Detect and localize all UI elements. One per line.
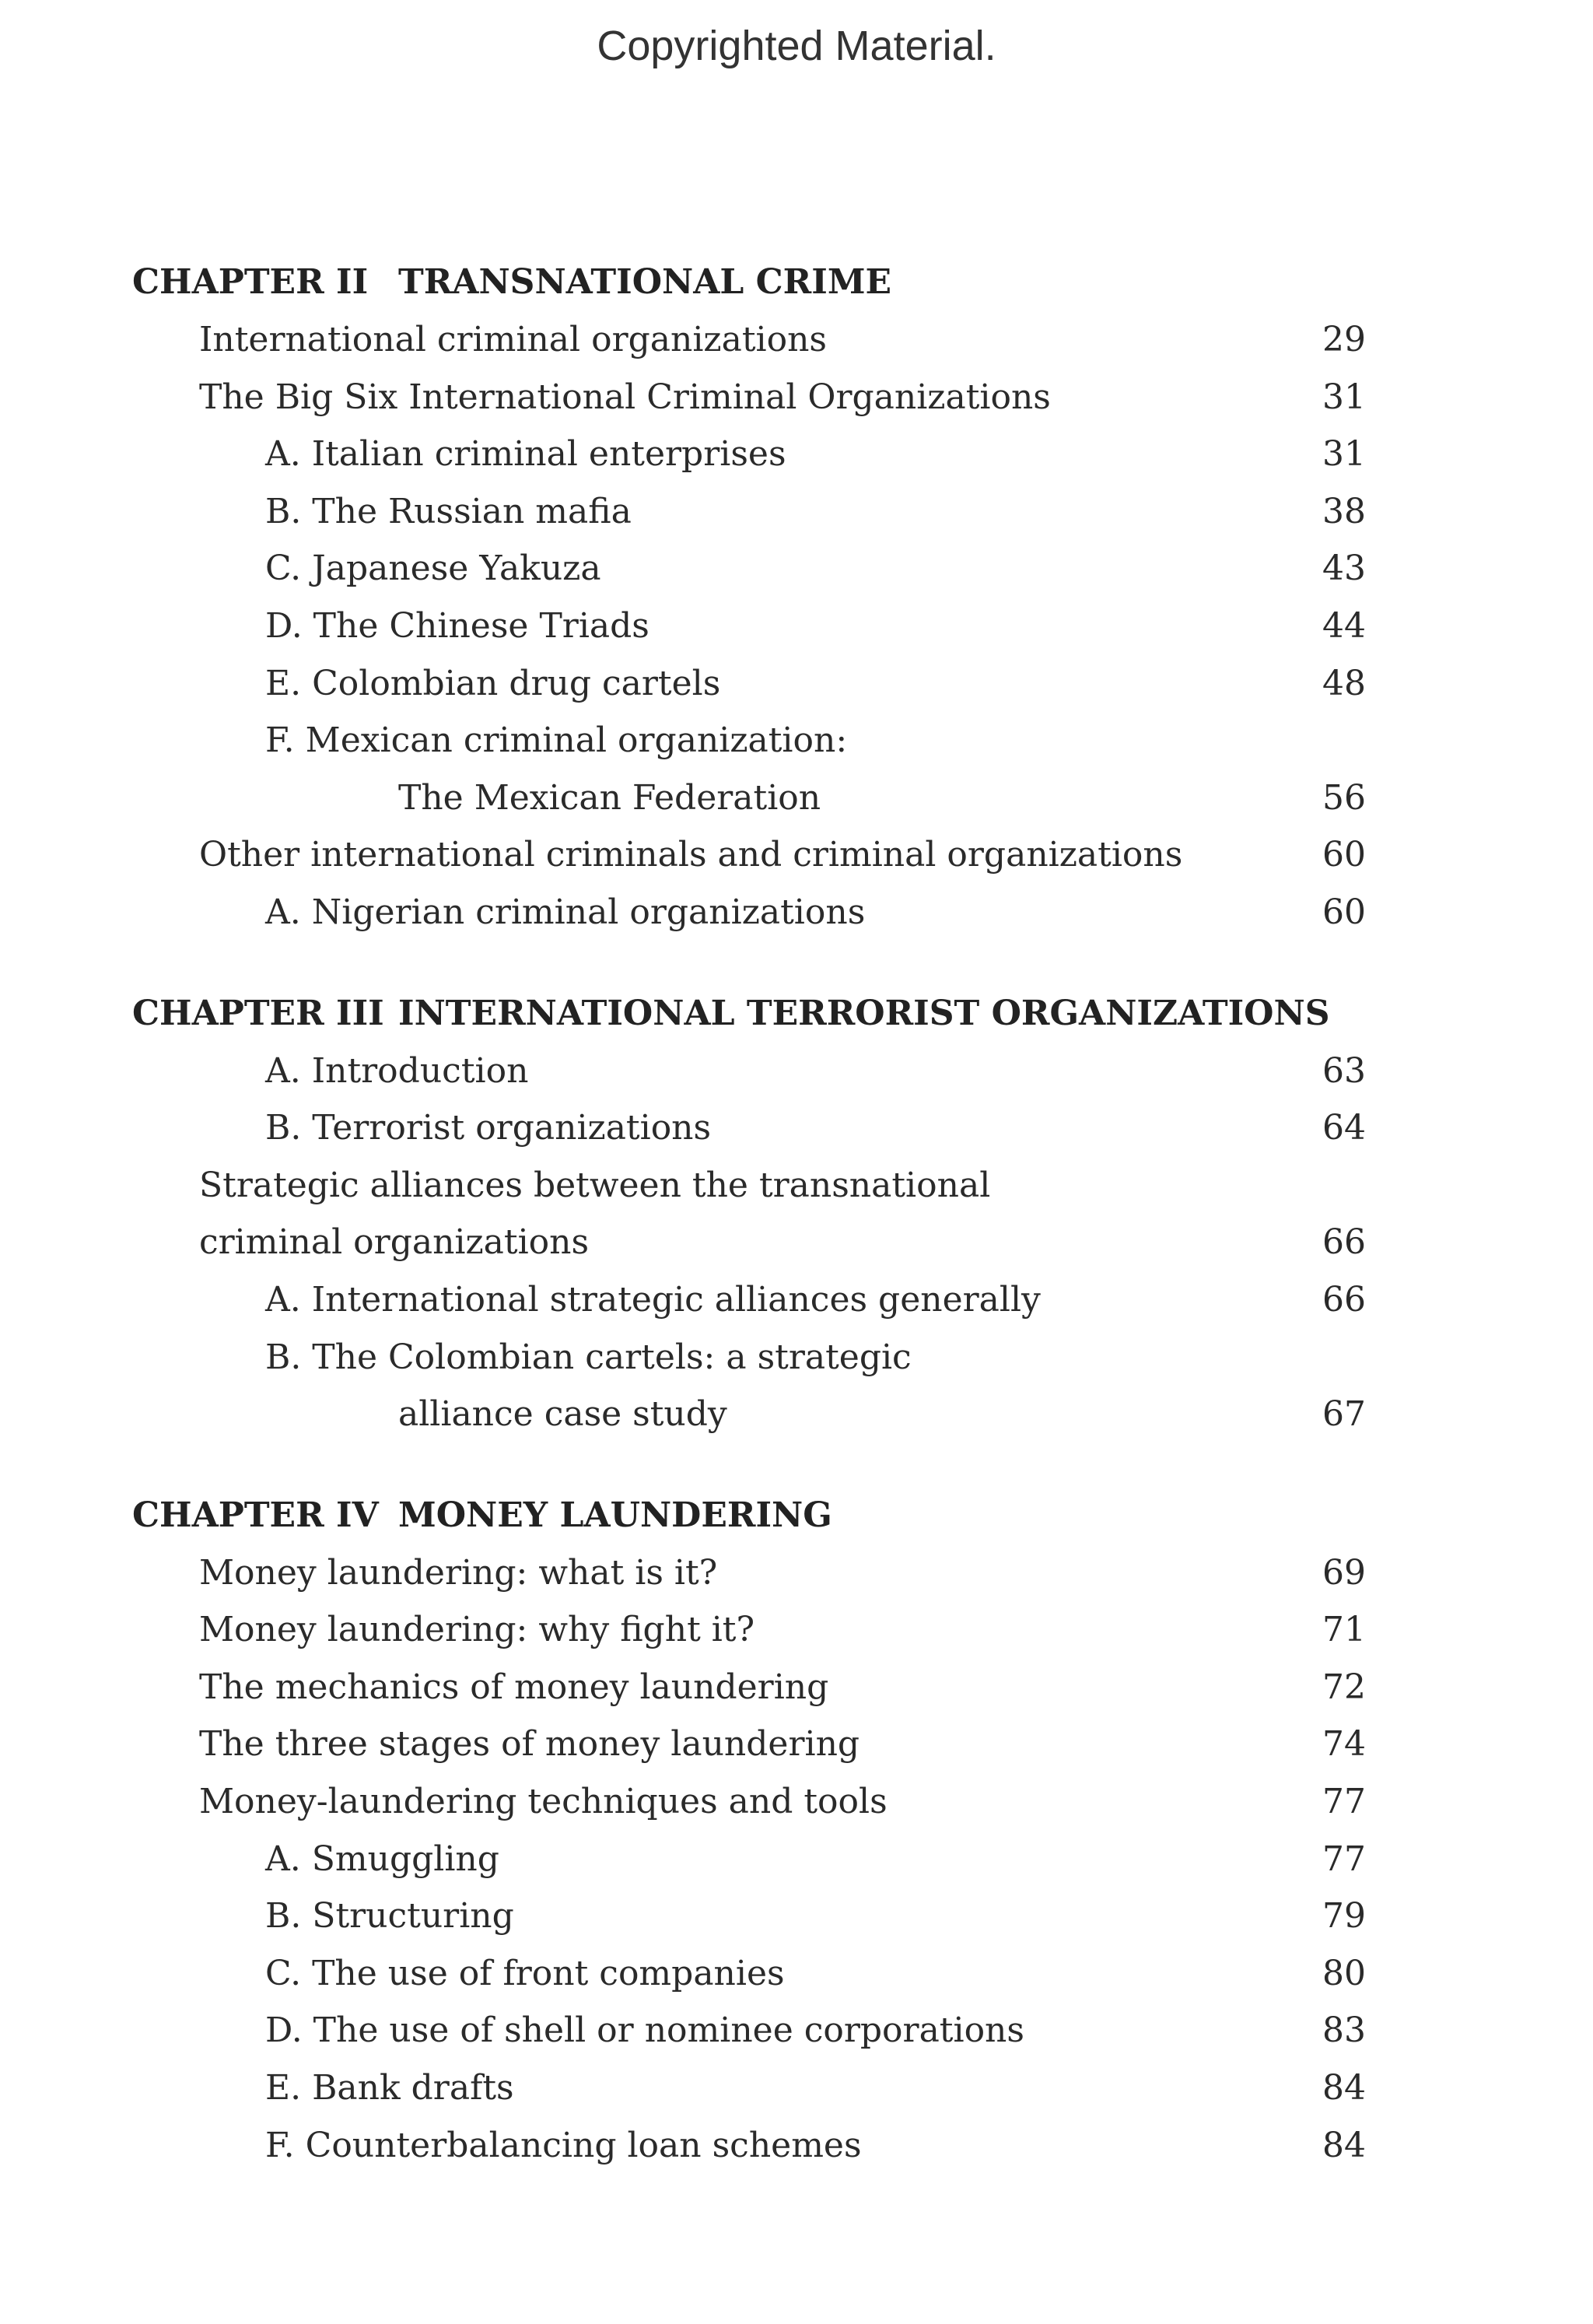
toc-page-number: 63 [1322,1050,1366,1091]
toc-entry-text: The mechanics of money laundering [199,1667,829,1707]
toc-page-number: 80 [1322,1953,1366,1993]
toc-entry [0,1099,1593,1157]
toc-entry [0,1601,1593,1659]
toc-page-number: 31 [1322,377,1366,417]
toc-entry [0,1043,1593,1100]
toc-page-number: 79 [1322,1896,1366,1937]
chapter-heading [0,254,1593,311]
chapter-section [0,1487,1593,2175]
toc-entry [0,2059,1593,2117]
chapter-section [0,254,1593,941]
toc-page-number: 74 [1322,1724,1366,1765]
toc-entry-text: A. Introduction [265,1050,529,1091]
toc-entry-text: The three stages of money laundering [199,1724,860,1765]
toc-entry [0,598,1593,655]
toc-entry [0,2117,1593,2175]
toc-entry-text: E. Colombian drug cartels [265,663,721,703]
toc-entry-text: B. Structuring [265,1896,514,1937]
toc-entry [0,712,1593,769]
toc-entry-text: A. Smuggling [265,1839,499,1879]
chapter-heading [0,985,1593,1043]
toc-entry [0,884,1593,941]
toc-entry [0,826,1593,884]
toc-entry [0,1945,1593,2003]
toc-entry-text: D. The Chinese Triads [265,605,649,646]
toc-entry [0,1659,1593,1716]
toc-page-number: 48 [1322,663,1366,703]
toc-page-number: 72 [1322,1667,1366,1707]
toc-entry [0,426,1593,483]
chapter-number: CHAPTER IV [132,1495,379,1535]
toc-page-number: 84 [1322,2068,1366,2108]
toc-page-number: 56 [1322,777,1366,818]
toc-entry [0,1831,1593,1888]
toc-entry-text: Other international criminals and criminal organizations [199,835,1183,875]
toc-page-number: 43 [1322,549,1366,589]
toc-page-number: 67 [1322,1394,1366,1435]
toc-page-number: 64 [1322,1108,1366,1148]
toc-entry-text: B. Terrorist organizations [265,1108,712,1148]
toc-entry-text: C. Japanese Yakuza [265,549,601,589]
toc-entry [0,2002,1593,2059]
toc-entry [0,483,1593,541]
copyright-banner: Copyrighted Material. [597,23,996,69]
toc-entry [0,1773,1593,1831]
toc-entry [0,655,1593,713]
chapter-heading [0,1487,1593,1544]
toc-entry [0,311,1593,369]
chapter-number: CHAPTER II [132,262,369,302]
toc-page-number: 84 [1322,2125,1366,2165]
toc-entry-text: F. Mexican criminal organization: [265,720,848,761]
toc-entry [0,1157,1593,1215]
toc-page-number: 69 [1322,1552,1366,1593]
toc-entry-text: F. Counterbalancing loan schemes [265,2125,862,2165]
toc-entry [0,1888,1593,1945]
toc-entry [0,1329,1593,1386]
toc-page-number: 60 [1322,835,1366,875]
toc-entry-text: C. The use of front companies [265,1953,785,1993]
toc-entry [0,1214,1593,1271]
toc-entry-text: D. The use of shell or nominee corporations [265,2010,1024,2051]
toc-entry-text: E. Bank drafts [265,2068,514,2108]
toc-entry [0,540,1593,598]
toc-page-number: 66 [1322,1279,1366,1320]
chapter-title: TRANSNATIONAL CRIME [398,262,892,302]
toc-page-number: 38 [1322,491,1366,531]
toc-page-number: 66 [1322,1222,1366,1263]
toc-entry-text: International criminal organizations [199,320,827,359]
toc-entry-text: Strategic alliances between the transnational [199,1165,991,1205]
toc-page-number: 77 [1322,1839,1366,1879]
toc-page-number: 44 [1322,605,1366,646]
toc-entry [0,1271,1593,1329]
toc-entry-text: B. The Russian mafia [265,491,632,531]
chapter-section [0,985,1593,1443]
toc-page-number: 71 [1322,1610,1366,1650]
toc-entry-text: alliance case study [398,1394,727,1435]
toc-entry-text: A. Nigerian criminal organizations [265,892,866,932]
toc-entry-text: The Mexican Federation [398,777,821,818]
toc-entry-text: The Big Six International Criminal Organizations [199,377,1051,417]
toc-page-number: 83 [1322,2010,1366,2051]
toc-entry [0,1386,1593,1443]
toc-entry-text: Money laundering: why fight it? [199,1610,755,1650]
toc-entry [0,369,1593,426]
chapter-number: CHAPTER III [132,993,384,1033]
table-of-contents [0,254,1593,2217]
toc-page-number: 77 [1322,1782,1366,1822]
chapter-title: INTERNATIONAL TERRORIST ORGANIZATIONS [398,993,1330,1033]
toc-entry-text: A. International strategic alliances generally [265,1279,1041,1320]
toc-page-number: 60 [1322,892,1366,932]
chapter-title: MONEY LAUNDERING [398,1495,832,1535]
toc-entry-text: Money laundering: what is it? [199,1552,718,1593]
toc-entry [0,769,1593,827]
toc-entry-text: Money-laundering techniques and tools [199,1782,888,1822]
toc-page-number: 31 [1322,434,1366,475]
toc-entry-text: criminal organizations [199,1222,590,1263]
toc-entry-text: A. Italian criminal enterprises [265,434,786,475]
toc-page-number: 29 [1322,320,1366,359]
toc-entry [0,1544,1593,1602]
toc-entry [0,1716,1593,1773]
toc-entry-text: B. The Colombian cartels: a strategic [265,1337,912,1377]
